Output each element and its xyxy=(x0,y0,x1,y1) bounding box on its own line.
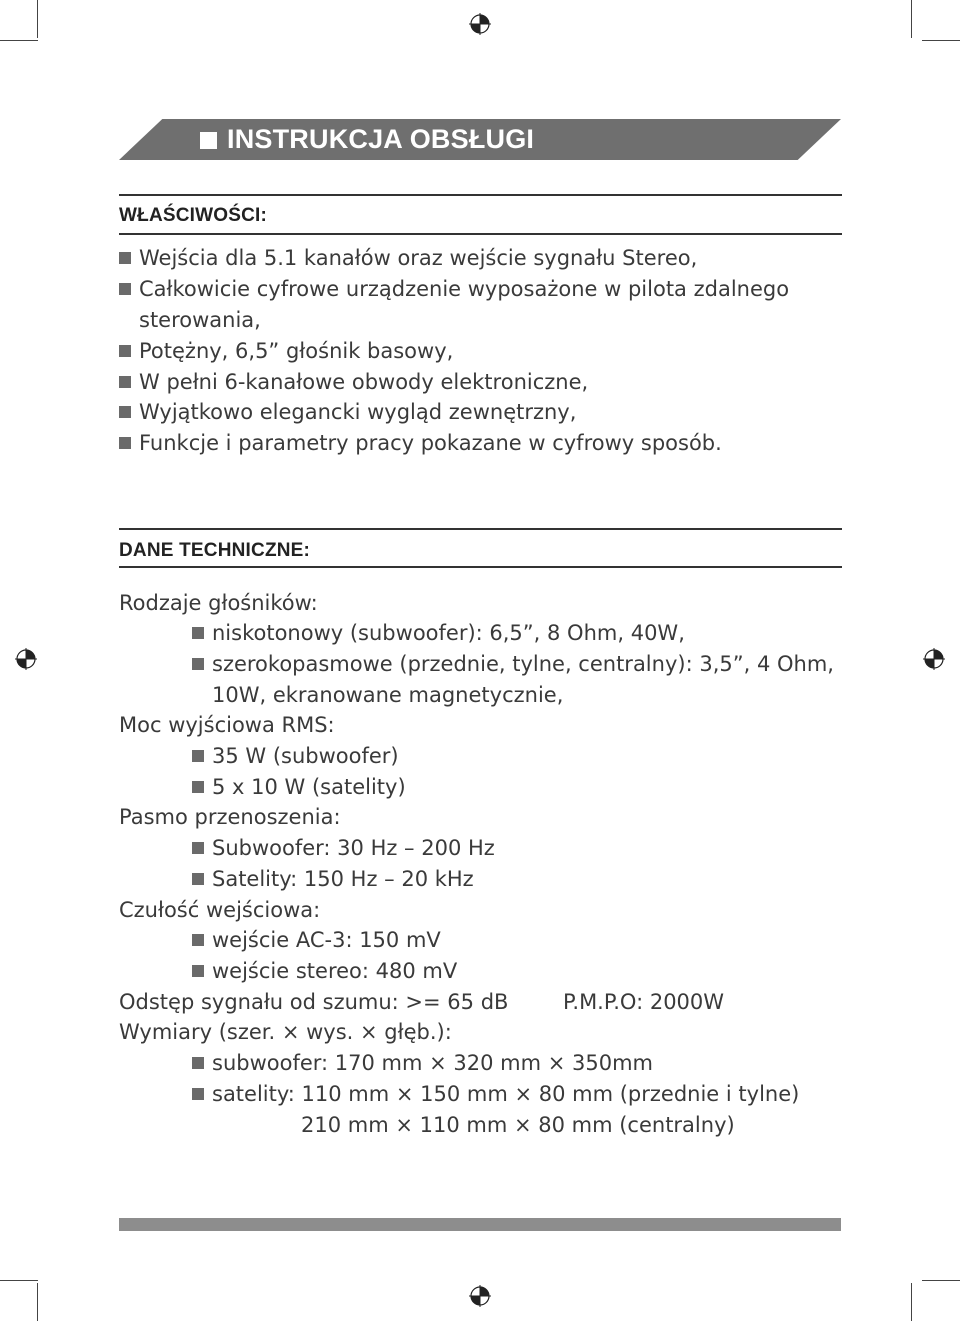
section-rule xyxy=(119,194,842,196)
spec-item: 35 W (subwoofer) xyxy=(192,744,399,768)
spec-item-continuation: 210 mm × 110 mm × 80 mm (centralny) xyxy=(301,1113,735,1137)
bullet-square-icon xyxy=(192,842,204,854)
bullet-square-icon xyxy=(192,934,204,946)
spec-item: 5 x 10 W (satelity) xyxy=(192,775,406,799)
spec-item: subwoofer: 170 mm × 320 mm × 350mm xyxy=(192,1051,653,1075)
crop-mark xyxy=(911,0,912,38)
spec-pmpo: P.M.P.O: 2000W xyxy=(563,990,725,1014)
spec-item: Subwoofer: 30 Hz – 200 Hz xyxy=(192,836,495,860)
page-title xyxy=(200,119,534,160)
spec-item: wejście AC-3: 150 mV xyxy=(192,928,441,952)
spec-item: szerokopasmowe (przednie, tylne, centralny): 3,5”, 4 Ohm, xyxy=(192,652,834,676)
crop-mark xyxy=(37,0,38,38)
bullet-square-icon xyxy=(192,965,204,977)
section-rule xyxy=(119,566,842,568)
bullet-square-icon xyxy=(192,627,204,639)
spec-item: niskotonowy (subwoofer): 6,5”, 8 Ohm, 40W, xyxy=(192,621,685,645)
bullet-square-icon xyxy=(192,750,204,762)
bullet-square-icon xyxy=(119,252,131,264)
bullet-square-icon xyxy=(192,873,204,885)
crop-mark xyxy=(911,1283,912,1321)
crop-mark xyxy=(922,1280,960,1281)
spec-label: Rodzaje głośników: xyxy=(119,591,318,615)
page-title-text: INSTRUKCJA OBSŁUGI xyxy=(227,124,535,154)
bullet-square-icon xyxy=(119,345,131,357)
registration-mark-icon xyxy=(923,648,945,670)
crop-mark xyxy=(37,1283,38,1321)
bullet-square-icon xyxy=(119,376,131,388)
registration-mark-icon xyxy=(469,1285,491,1307)
crop-mark xyxy=(0,40,38,41)
registration-mark-icon xyxy=(15,648,37,670)
spec-label: Czułość wejściowa: xyxy=(119,898,321,922)
spec-item: satelity: 110 mm × 150 mm × 80 mm (przednie i tylne) xyxy=(192,1082,799,1106)
features-title: WŁAŚCIWOŚCI: xyxy=(119,205,268,226)
spec-label: Pasmo przenoszenia: xyxy=(119,805,341,829)
spec-item: Satelity: 150 Hz – 20 kHz xyxy=(192,867,474,891)
feature-item: Wyjątkowo elegancki wygląd zewnętrzny, xyxy=(119,400,576,424)
bullet-square-icon xyxy=(192,1057,204,1069)
feature-item: Całkowicie cyfrowe urządzenie wyposażone w pilota zdalnego xyxy=(119,277,789,301)
feature-item: Potężny, 6,5” głośnik basowy, xyxy=(119,339,453,363)
feature-item: Funkcje i parametry pracy pokazane w cyfrowy sposób. xyxy=(119,431,722,455)
bullet-square-icon xyxy=(192,1088,204,1100)
bullet-square-icon xyxy=(192,658,204,670)
feature-item-continuation: sterowania, xyxy=(139,308,261,332)
footer-bar xyxy=(119,1218,841,1231)
crop-mark xyxy=(0,1280,38,1281)
spec-item-continuation: 10W, ekranowane magnetycznie, xyxy=(212,683,564,707)
feature-item: Wejścia dla 5.1 kanałów oraz wejście sygnału Stereo, xyxy=(119,246,697,270)
section-rule xyxy=(119,233,842,235)
spec-item: wejście stereo: 480 mV xyxy=(192,959,457,983)
spec-snr: Odstęp sygnału od szumu: >= 65 dB xyxy=(119,990,509,1014)
feature-item: W pełni 6-kanałowe obwody elektroniczne, xyxy=(119,370,588,394)
spec-label: Moc wyjściowa RMS: xyxy=(119,713,335,737)
bullet-square-icon xyxy=(192,781,204,793)
registration-mark-icon xyxy=(469,13,491,35)
bullet-square-icon xyxy=(200,132,217,149)
spec-label: Wymiary (szer. × wys. × głęb.): xyxy=(119,1020,452,1044)
bullet-square-icon xyxy=(119,437,131,449)
crop-mark xyxy=(922,40,960,41)
bullet-square-icon xyxy=(119,283,131,295)
section-rule xyxy=(119,528,842,530)
bullet-square-icon xyxy=(119,406,131,418)
specs-title: DANE TECHNICZNE: xyxy=(119,540,311,561)
